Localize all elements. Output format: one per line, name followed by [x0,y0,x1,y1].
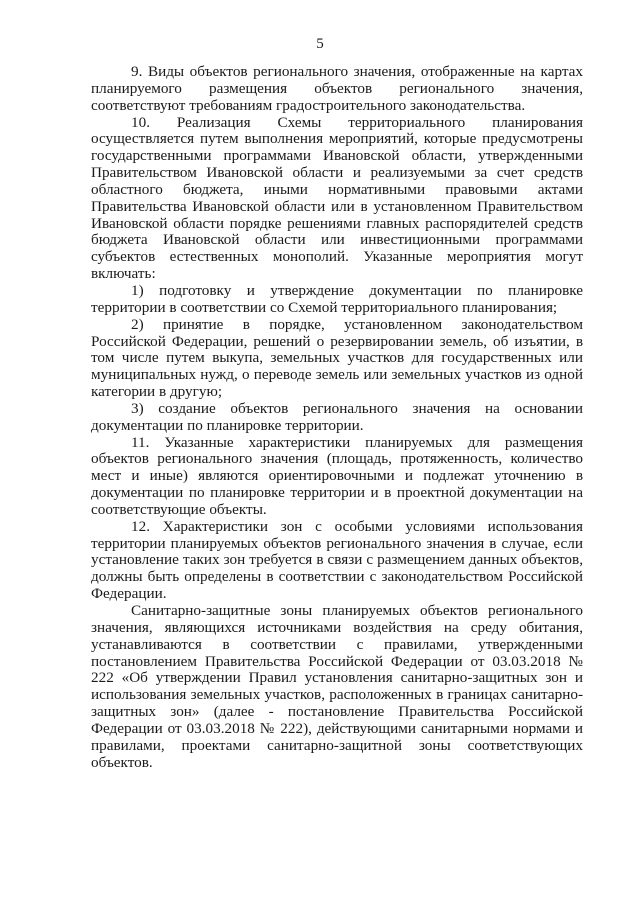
paragraph-12: 12. Характеристики зон с особыми условиями использования территории планируемых объектов регионального значения в случае, если установление таких зон требуется в связи с размещением данных объектов, должны быть определены в соответствии с законодательством Российской Федерации. [91,517,583,603]
paragraph-9: 9. Виды объектов регионального значения, отображенные на картах планируемого размещения объектов регионального значения, соответствуют требованиям градостроительного законодательства. [91,63,583,114]
document-body [91,64,583,771]
paragraph-sanitary-zones: Санитарно-защитные зоны планируемых объектов регионального значения, являющихся источниками воздействия на среду обитания, устанавливаются в соответствии с правилами, утвержденными постановлением Правительства Российской Федерации от 03.03.2018 № 222 «Об утверждении Правил установления санитарно-защитных зон и использования земельных участков, расположенных в границах санитарно-защитных зон» (далее - постановление Правительства Российской Федерации от 03.03.2018 № 222), действующими санитарными нормами и правилами, проектами санитарно-защитной зоны соответствующих объектов. [91,602,583,771]
paragraph-10: 10. Реализация Схемы территориального планирования осуществляется путем выполнения мероприятий, которые предусмотрены государственными программами Ивановской области, утвержденными Правительством Ивановской области и реализуемыми за счет средств областного бюджета, иными нормативными правовыми актами Правительства Ивановской области или в установленном Правительством Ивановской области порядке решениями главных распорядителей средств бюджета Ивановской области или инвестиционными программами субъектов естественных монополий. Указанные мероприятия могут включать: [91,113,583,283]
list-item-1: 1) подготовку и утверждение документации по планировке территории в соответствии со Схемой территориального планирования; [91,281,583,316]
page-number: 5 [316,36,324,52]
paragraph-11: 11. Указанные характеристики планируемых для размещения объектов регионального значения (площадь, протяженность, количество мест и иные) являются ориентировочными и подлежат уточнению в документации по планировке территории и в проектной документации на соответствующие объекты. [91,433,583,518]
list-item-3: 3) создание объектов регионального значения на основании документации по планировке территории. [91,399,583,434]
list-item-2: 2) принятие в порядке, установленном законодательством Российской Федерации, решений о резервировании земель, об изъятии, в том числе путем выкупа, земельных участков для государственных или муниципальных нужд, о переводе земель или земельных участков из одной категории в другую; [91,315,583,401]
